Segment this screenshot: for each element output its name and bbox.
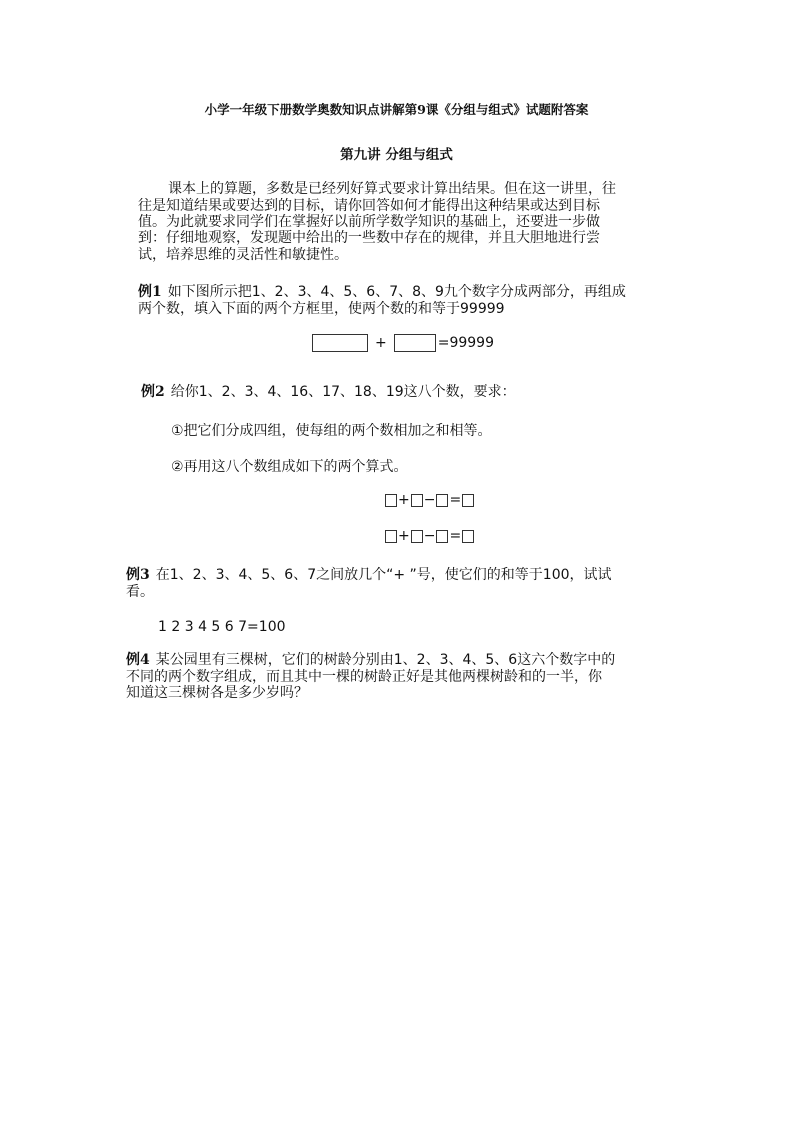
minus-sign: −	[423, 528, 436, 544]
sum-equation	[312, 334, 494, 352]
answer-box	[394, 334, 436, 352]
answer-box	[411, 530, 423, 543]
intro-line: 值。为此就要求同学们在掌握好以前所学数学知识的基础上，还要进一步做	[138, 214, 600, 230]
equals-sign: =	[449, 492, 462, 508]
plus-sign: +	[398, 492, 410, 508]
example-label: 例4	[126, 652, 150, 668]
minus-sign: −	[423, 492, 436, 508]
answer-box	[462, 494, 474, 507]
equation-result: =99999	[437, 335, 495, 351]
example-1-line: 两个数，填入下面的两个方框里，使两个数的和等于99999	[138, 301, 505, 317]
example-text: 某公园里有三棵树，它们的树龄分别由1、2、3、4、5、6这六个数字中的	[155, 652, 616, 668]
sub-item: ①把它们分成四组，使每组的两个数相加之和相等。	[171, 423, 492, 439]
digits-line: 1 2 3 4 5 6 7=100	[158, 619, 286, 635]
answer-box	[411, 494, 423, 507]
intro-line: 往是知道结果或要达到的目标，请你回答如何才能得出这种结果或达到目标	[138, 198, 600, 214]
answer-box	[436, 494, 448, 507]
answer-box	[385, 494, 397, 507]
plus-sign: +	[398, 528, 410, 544]
intro-line: 到：仔细地观察，发现题中给出的一些数中存在的规律，并且大胆地进行尝	[138, 230, 600, 246]
example-4-line: 不同的两个数字组成，而且其中一棵的树龄正好是其他两棵树龄和的一半，你	[126, 669, 602, 685]
example-3-line: 看。	[126, 584, 154, 600]
box-equation	[385, 528, 474, 544]
answer-box	[462, 530, 474, 543]
equals-sign: =	[449, 528, 462, 544]
example-4-line: 知道这三棵树各是多少岁吗？	[126, 685, 308, 701]
intro-line: 课本上的算题，多数是已经列好算式要求计算出结果。但在这一讲里，往	[168, 181, 616, 197]
intro-line: 试，培养思维的灵活性和敏捷性。	[138, 247, 348, 263]
box-equation	[385, 492, 474, 508]
answer-box	[385, 530, 397, 543]
example-text: 如下图所示把1、2、3、4、5、6、7、8、9九个数字分成两部分，再组成	[167, 284, 626, 300]
example-2-line	[141, 381, 516, 401]
example-label: 例1	[138, 284, 162, 300]
answer-box	[312, 334, 368, 352]
sub-item: ②再用这八个数组成如下的两个算式。	[171, 459, 408, 475]
example-text: 给你1、2、3、4、16、17、18、19这八个数，要求：	[170, 384, 516, 400]
plus-sign: +	[375, 335, 387, 351]
example-label: 例2	[141, 384, 165, 400]
answer-box	[436, 530, 448, 543]
example-label: 例3	[126, 567, 150, 583]
document-title: 小学一年级下册数学奥数知识点讲解第9课《分组与组式》试题附答案	[204, 102, 589, 117]
example-3-line	[126, 564, 612, 584]
example-text: 在1、2、3、4、5、6、7之间放几个“+ ”号，使它们的和等于100，试试	[155, 567, 612, 583]
lecture-title: 第九讲 分组与组式	[340, 147, 453, 163]
